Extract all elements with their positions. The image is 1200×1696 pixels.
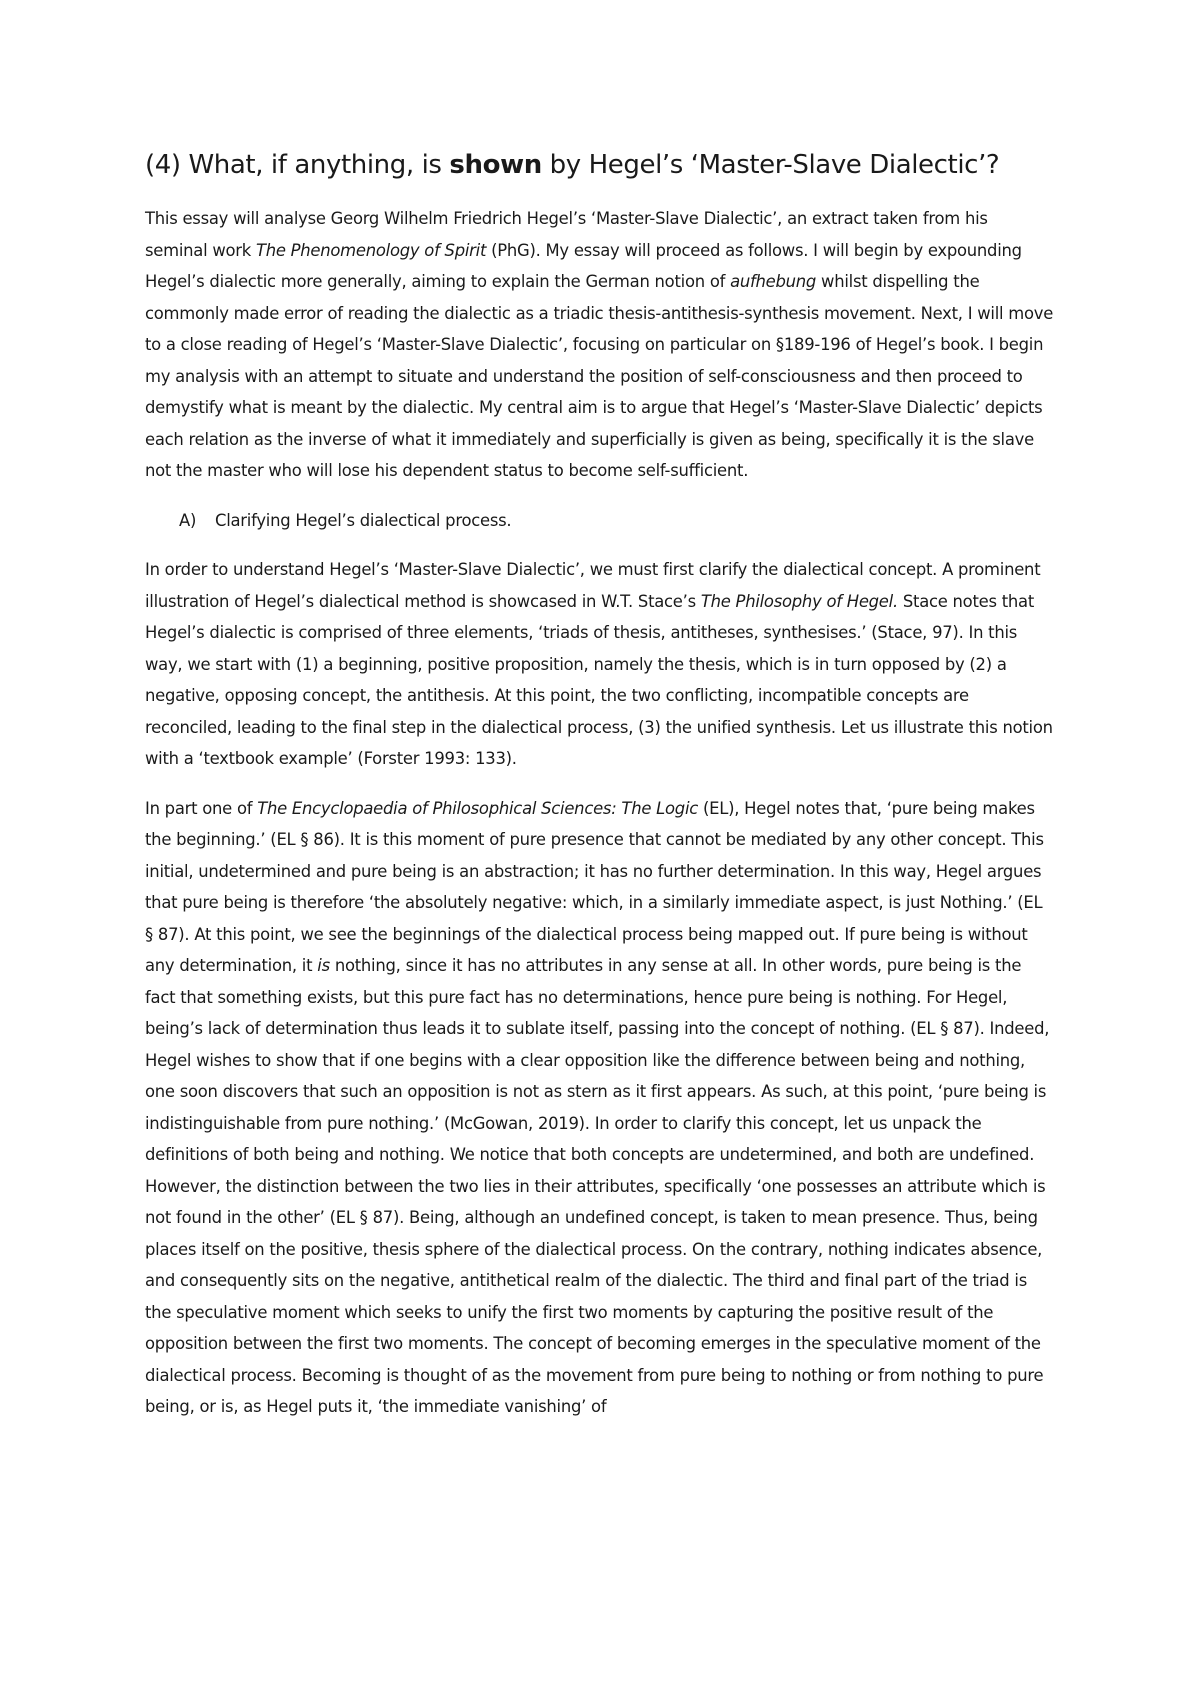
section-a-marker: A) [179,510,197,530]
intro-italic-aufhebung: aufhebung [730,272,817,291]
section-a-label: Clarifying Hegel’s dialectical process. [215,510,512,530]
logic-text-2: (EL), Hegel notes that, ‘pure being makes the beginning.’ (EL § 86). It is this moment of pure presence that cannot be mediated by any other concept. This initial, undetermined and pure being is an abstraction; it has no further determination. In this way, Hegel argues that pure being is therefore ‘the absolutely negative: which, in a similarly immediate aspect, is just Nothing.’ (EL § 87). At this point, we see the beginnings of the dialectical process being mapped out. If pure being is without any determination, it [145,798,1044,975]
logic-text-3: nothing, since it has no attributes in any sense at all. In other words, pure being is the fact that something exists, but this pure fact has no determinations, hence pure being is nothing. For Hegel, being’s lack of determination thus leads it to sublate itself, passing into the concept of nothing. (EL § 87). Indeed, Hegel wishes to show that if one begins with a clear opposition like the difference between being and nothing, one soon discovers that such an opposition is not as stern as it first appears. As such, at this point, ‘pure being is indistinguishable from pure nothing.’ (McGowan, 2019). In order to clarify this concept, let us unpack the definitions of both being and nothing. We notice that both concepts are undetermined, and both are undefined. However, the distinction between the two lies in their attributes, specifically ‘one possesses an attribute which is not found in the other’ (EL § 87). Being, although an undefined concept, is taken to mean presence. Thus, being places itself on the positive, thesis sphere of the dialectical process. On the contrary, nothing indicates absence, and consequently sits on the negative, antithetical realm of the dialectic. The third and final part of the triad is the speculative moment which seeks to unify the first two moments by capturing the positive result of the opposition between the first two moments. The concept of becoming emerges in the speculative moment of the dialectical process. Becoming is thought of as the movement from pure being to nothing or from nothing to pure being, or is, as Hegel puts it, ‘the immediate vanishing’ of [145,956,1050,1416]
logic-italic-is: is [317,956,330,975]
logic-italic-encyclopaedia: The Encyclopaedia of Philosophical Sciences: The Logic [257,798,699,818]
logic-paragraph [145,793,1055,1423]
intro-text-3: whilst dispelling the commonly made error of reading the dialectic as a triadic thesis-antithesis-synthesis movement. Next, I will move to a close reading of Hegel’s ‘Master-Slave Dialectic’, focusing on particular on §189-196 of Hegel’s book. I begin my analysis with an attempt to situate and understand the position of self-consciousness and then proceed to demystify what is meant by the dialectic. My central aim is to argue that Hegel’s ‘Master-Slave Dialectic’ depicts each relation as the inverse of what it immediately and superficially is given as being, specifically it is the slave not the master who will lose his dependent status to become self-sufficient. [145,272,1054,480]
dialectic-italic-stace: The Philosophy of Hegel. [700,591,898,611]
intro-paragraph [145,203,1055,487]
essay-title-bold: shown [449,150,542,180]
essay-title [145,147,1055,183]
document-body [145,147,1055,1441]
dialectic-text-2: Stace notes that Hegel’s dialectic is comprised of three elements, ‘triads of thesis, antitheses, synthesises.’ (Stace, 97). In this way, we start with (1) a beginning, positive proposition, namely the thesis, which is in turn opposed by (2) a negative, opposing concept, the antithesis. At this point, the two conflicting, incompatible concepts are reconciled, leading to the final step in the dialectical process, (3) the unified synthesis. Let us illustrate this notion with a ‘textbook example’ (Forster 1993: 133). [145,591,1053,768]
essay-title-prefix: (4) What, if anything, is [145,150,450,180]
intro-text-2: (PhG). My essay will proceed as follows. I will begin by expounding Hegel’s dialectic more generally, aiming to explain the German notion of [145,240,1022,291]
essay-title-suffix: by Hegel’s ‘Master-Slave Dialectic’? [541,150,1000,180]
dialectic-paragraph [145,554,1055,775]
intro-text-1: This essay will analyse Georg Wilhelm Friedrich Hegel’s ‘Master-Slave Dialectic’, an extract taken from his seminal work [145,209,988,260]
dialectic-text-1: In order to understand Hegel’s ‘Master-Slave Dialectic’, we must first clarify the dialectical concept. A prominent illustration of Hegel’s dialectical method is showcased in W.T. Stace’s [145,560,1041,611]
intro-italic-phg: The Phenomenology of Spirit [255,240,487,260]
logic-text-1: In part one of [145,798,258,818]
section-a-heading [179,505,1055,537]
